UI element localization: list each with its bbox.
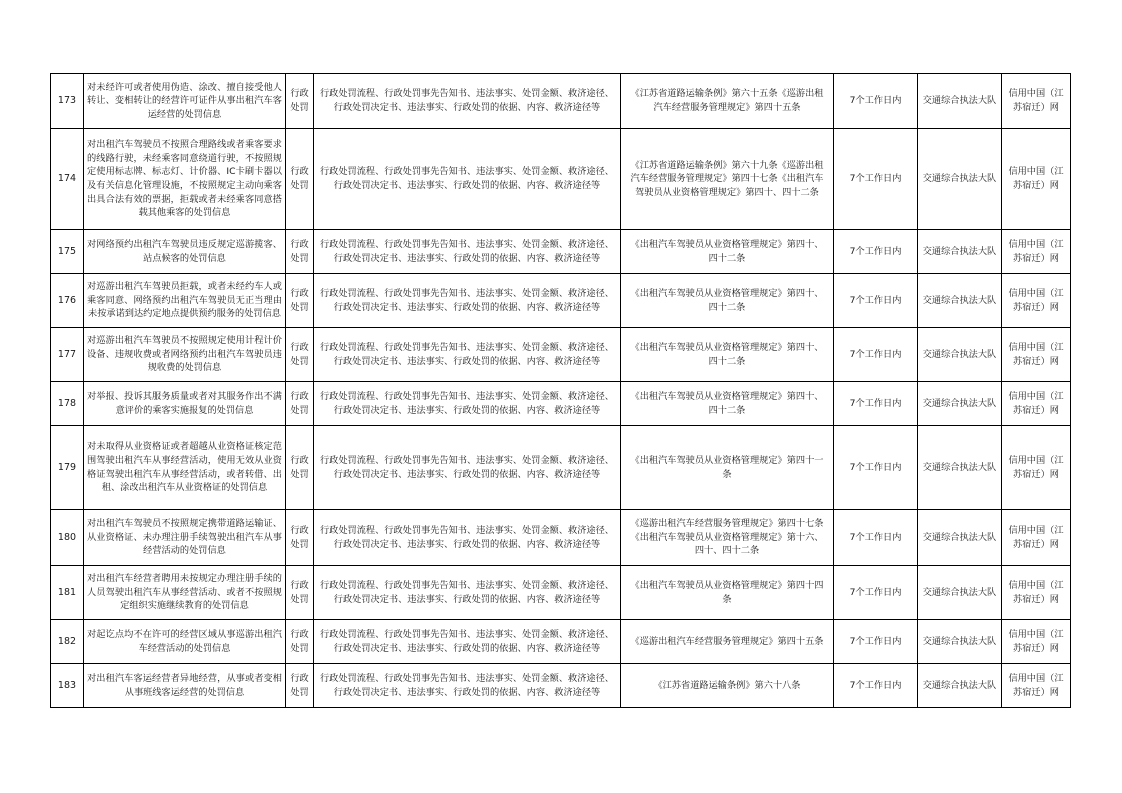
content-cell: 行政处罚流程、行政处罚事先告知书、违法事实、处罚金额、救济途径、行政处罚决定书、违法事实、行政处罚的依据、内容、救济途径等 xyxy=(314,620,621,664)
item-name: 对未经许可或者使用伪造、涂改、擅自接受他人转让、变相转让的经营许可证件从事出租汽车客运经营的处罚信息 xyxy=(84,74,286,129)
time-limit-cell: 7个工作日内 xyxy=(834,74,918,129)
content-cell: 行政处罚流程、行政处罚事先告知书、违法事实、处罚金额、救济途径、行政处罚决定书、违法事实、行政处罚的依据、内容、救济途径等 xyxy=(314,566,621,620)
content-cell: 行政处罚流程、行政处罚事先告知书、违法事实、处罚金额、救济途径、行政处罚决定书、违法事实、行政处罚的依据、内容、救济途径等 xyxy=(314,129,621,230)
department-cell: 交通综合执法大队 xyxy=(918,566,1002,620)
content-cell: 行政处罚流程、行政处罚事先告知书、违法事实、处罚金额、救济途径、行政处罚决定书、违法事实、行政处罚的依据、内容、救济途径等 xyxy=(314,328,621,382)
department-cell: 交通综合执法大队 xyxy=(918,328,1002,382)
content-cell: 行政处罚流程、行政处罚事先告知书、违法事实、处罚金额、救济途径、行政处罚决定书、违法事实、行政处罚的依据、内容、救济途径等 xyxy=(314,74,621,129)
category-cell: 行政处罚 xyxy=(286,328,314,382)
category-cell: 行政处罚 xyxy=(286,274,314,328)
legal-basis-cell: 《出租汽车驾驶员从业资格管理规定》第四十四条 xyxy=(621,566,834,620)
time-limit-cell: 7个工作日内 xyxy=(834,328,918,382)
time-limit-cell: 7个工作日内 xyxy=(834,274,918,328)
table-row xyxy=(51,382,1071,426)
channel-cell: 信用中国（江苏宿迁）网 xyxy=(1002,664,1071,708)
time-limit-cell: 7个工作日内 xyxy=(834,382,918,426)
channel-cell: 信用中国（江苏宿迁）网 xyxy=(1002,74,1071,129)
item-name: 对巡游出租汽车驾驶员不按照规定使用计程计价设备、违规收费或者网络预约出租汽车驾驶员违规收费的处罚信息 xyxy=(84,328,286,382)
department-cell: 交通综合执法大队 xyxy=(918,510,1002,566)
channel-cell: 信用中国（江苏宿迁）网 xyxy=(1002,328,1071,382)
row-number: 174 xyxy=(51,129,84,230)
item-name: 对起讫点均不在许可的经营区域从事巡游出租汽车经营活动的处罚信息 xyxy=(84,620,286,664)
department-cell: 交通综合执法大队 xyxy=(918,426,1002,510)
item-name: 对网络预约出租汽车驾驶员违反规定巡游揽客、站点候客的处罚信息 xyxy=(84,230,286,274)
channel-cell: 信用中国（江苏宿迁）网 xyxy=(1002,274,1071,328)
content-cell: 行政处罚流程、行政处罚事先告知书、违法事实、处罚金额、救济途径、行政处罚决定书、违法事实、行政处罚的依据、内容、救济途径等 xyxy=(314,664,621,708)
channel-cell: 信用中国（江苏宿迁）网 xyxy=(1002,620,1071,664)
time-limit-cell: 7个工作日内 xyxy=(834,664,918,708)
content-cell: 行政处罚流程、行政处罚事先告知书、违法事实、处罚金额、救济途径、行政处罚决定书、违法事实、行政处罚的依据、内容、救济途径等 xyxy=(314,510,621,566)
table-row xyxy=(51,129,1071,230)
department-cell: 交通综合执法大队 xyxy=(918,274,1002,328)
channel-cell: 信用中国（江苏宿迁）网 xyxy=(1002,566,1071,620)
legal-basis-cell: 《巡游出租汽车经营服务管理规定》第四十五条 xyxy=(621,620,834,664)
time-limit-cell: 7个工作日内 xyxy=(834,620,918,664)
category-cell: 行政处罚 xyxy=(286,129,314,230)
item-name: 对举报、投诉其服务质量或者对其服务作出不满意评价的乘客实施报复的处罚信息 xyxy=(84,382,286,426)
category-cell: 行政处罚 xyxy=(286,382,314,426)
row-number: 176 xyxy=(51,274,84,328)
time-limit-cell: 7个工作日内 xyxy=(834,230,918,274)
table-row xyxy=(51,274,1071,328)
category-cell: 行政处罚 xyxy=(286,510,314,566)
item-name: 对出租汽车驾驶员不按照规定携带道路运输证、从业资格证、未办理注册手续驾驶出租汽车从事经营活动的处罚信息 xyxy=(84,510,286,566)
department-cell: 交通综合执法大队 xyxy=(918,620,1002,664)
legal-basis-cell: 《江苏省道路运输条例》第六十五条《巡游出租汽车经营服务管理规定》第四十五条 xyxy=(621,74,834,129)
time-limit-cell: 7个工作日内 xyxy=(834,510,918,566)
department-cell: 交通综合执法大队 xyxy=(918,74,1002,129)
legal-basis-cell: 《巡游出租汽车经营服务管理规定》第四十七条《出租汽车驾驶员从业资格管理规定》第十六、四十、四十二条 xyxy=(621,510,834,566)
row-number: 180 xyxy=(51,510,84,566)
item-name: 对出租汽车经营者聘用未按规定办理注册手续的人员驾驶出租汽车从事经营活动、或者不按照规定组织实施继续教育的处罚信息 xyxy=(84,566,286,620)
category-cell: 行政处罚 xyxy=(286,664,314,708)
channel-cell: 信用中国（江苏宿迁）网 xyxy=(1002,426,1071,510)
content-cell: 行政处罚流程、行政处罚事先告知书、违法事实、处罚金额、救济途径、行政处罚决定书、违法事实、行政处罚的依据、内容、救济途径等 xyxy=(314,274,621,328)
item-name: 对巡游出租汽车驾驶员拒载，或者未经约车人或乘客同意、网络预约出租汽车驾驶员无正当理由未按承诺到达约定地点提供预约服务的处罚信息 xyxy=(84,274,286,328)
table-row xyxy=(51,510,1071,566)
table-row xyxy=(51,620,1071,664)
row-number: 178 xyxy=(51,382,84,426)
table-row xyxy=(51,328,1071,382)
disclosure-table xyxy=(50,73,1071,708)
department-cell: 交通综合执法大队 xyxy=(918,129,1002,230)
content-cell: 行政处罚流程、行政处罚事先告知书、违法事实、处罚金额、救济途径、行政处罚决定书、违法事实、行政处罚的依据、内容、救济途径等 xyxy=(314,382,621,426)
table-row xyxy=(51,74,1071,129)
row-number: 181 xyxy=(51,566,84,620)
channel-cell: 信用中国（江苏宿迁）网 xyxy=(1002,230,1071,274)
table-row xyxy=(51,230,1071,274)
table-row xyxy=(51,566,1071,620)
legal-basis-cell: 《出租汽车驾驶员从业资格管理规定》第四十、四十二条 xyxy=(621,230,834,274)
content-cell: 行政处罚流程、行政处罚事先告知书、违法事实、处罚金额、救济途径、行政处罚决定书、违法事实、行政处罚的依据、内容、救济途径等 xyxy=(314,426,621,510)
legal-basis-cell: 《江苏省道路运输条例》第六十八条 xyxy=(621,664,834,708)
table-row xyxy=(51,426,1071,510)
row-number: 173 xyxy=(51,74,84,129)
row-number: 182 xyxy=(51,620,84,664)
item-name: 对未取得从业资格证或者超越从业资格证核定范围驾驶出租汽车从事经营活动，使用无效从业资格证驾驶出租汽车从事经营活动，或者转借、出租、涂改出租汽车从业资格证的处罚信息 xyxy=(84,426,286,510)
row-number: 175 xyxy=(51,230,84,274)
category-cell: 行政处罚 xyxy=(286,566,314,620)
item-name: 对出租汽车驾驶员不按照合理路线或者乘客要求的线路行驶，未经乘客同意绕道行驶，不按照规定使用标志牌、标志灯、计价器、IC卡刷卡器以及有关信息化管理设施，不按照规定主动向乘客出具合法有效的票据，拒载或者未经乘客同意搭载其他乘客的处罚信息 xyxy=(84,129,286,230)
time-limit-cell: 7个工作日内 xyxy=(834,129,918,230)
time-limit-cell: 7个工作日内 xyxy=(834,426,918,510)
category-cell: 行政处罚 xyxy=(286,620,314,664)
channel-cell: 信用中国（江苏宿迁）网 xyxy=(1002,382,1071,426)
legal-basis-cell: 《出租汽车驾驶员从业资格管理规定》第四十、四十二条 xyxy=(621,274,834,328)
row-number: 177 xyxy=(51,328,84,382)
content-cell: 行政处罚流程、行政处罚事先告知书、违法事实、处罚金额、救济途径、行政处罚决定书、违法事实、行政处罚的依据、内容、救济途径等 xyxy=(314,230,621,274)
item-name: 对出租汽车客运经营者异地经营，从事或者变相从事班线客运经营的处罚信息 xyxy=(84,664,286,708)
row-number: 183 xyxy=(51,664,84,708)
category-cell: 行政处罚 xyxy=(286,230,314,274)
legal-basis-cell: 《出租汽车驾驶员从业资格管理规定》第四十、四十二条 xyxy=(621,328,834,382)
department-cell: 交通综合执法大队 xyxy=(918,382,1002,426)
legal-basis-cell: 《江苏省道路运输条例》第六十九条《巡游出租汽车经营服务管理规定》第四十七条《出租汽车驾驶员从业资格管理规定》第四十、四十二条 xyxy=(621,129,834,230)
table-row xyxy=(51,664,1071,708)
category-cell: 行政处罚 xyxy=(286,426,314,510)
row-number: 179 xyxy=(51,426,84,510)
department-cell: 交通综合执法大队 xyxy=(918,664,1002,708)
time-limit-cell: 7个工作日内 xyxy=(834,566,918,620)
channel-cell: 信用中国（江苏宿迁）网 xyxy=(1002,129,1071,230)
legal-basis-cell: 《出租汽车驾驶员从业资格管理规定》第四十、四十二条 xyxy=(621,382,834,426)
legal-basis-cell: 《出租汽车驾驶员从业资格管理规定》第四十一条 xyxy=(621,426,834,510)
department-cell: 交通综合执法大队 xyxy=(918,230,1002,274)
category-cell: 行政处罚 xyxy=(286,74,314,129)
channel-cell: 信用中国（江苏宿迁）网 xyxy=(1002,510,1071,566)
